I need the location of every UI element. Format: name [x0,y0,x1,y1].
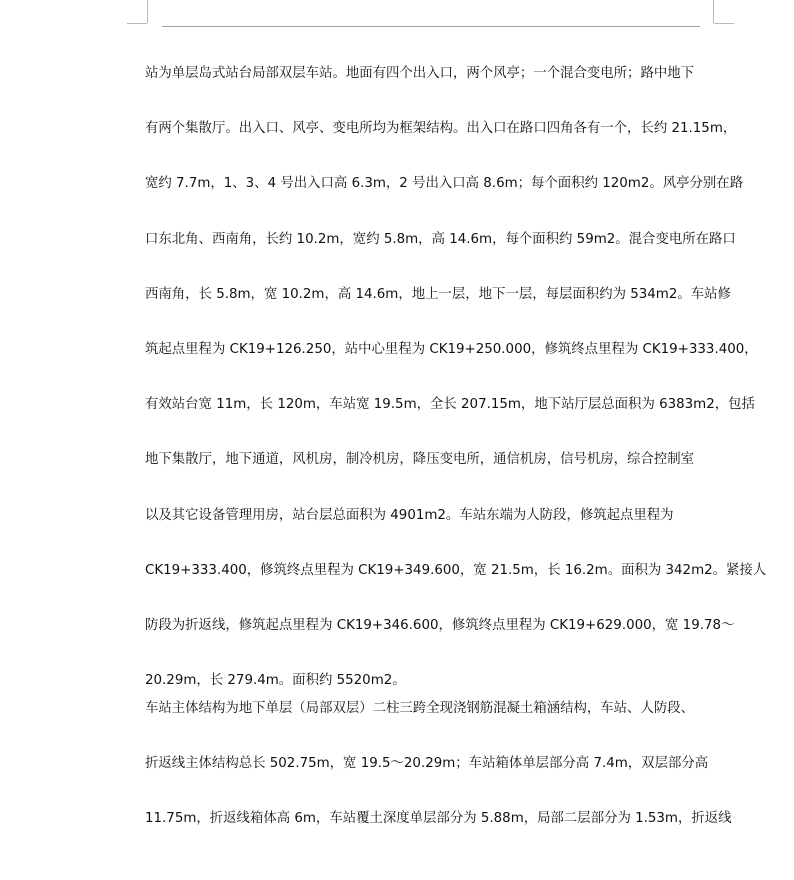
corner-mark-top-left-vertical [147,0,148,23]
header-rule [162,26,700,27]
text-line: 防段为折返线，修筑起点里程为 CK19+346.600，修筑终点里程为 CK19+629.000，宽 19.78～ [145,617,735,633]
text-line: 以及其它设备管理用房，站台层总面积为 4901m2。车站东端为人防段，修筑起点里程为 [145,507,674,523]
text-line: 宽约 7.7m，1、3、4 号出入口高 6.3m，2 号出入口高 8.6m；每个面积约 120m2。风亭分别在路 [145,176,744,192]
document-body [145,60,767,861]
text-line: 西南角，长 5.8m，宽 10.2m，高 14.6m，地上一层，地下一层，每层面积约为 534m2。车站修 [145,286,731,302]
text-line: 筑起点里程为 CK19+126.250，站中心里程为 CK19+250.000，修筑终点里程为 CK19+333.400， [145,341,758,357]
text-line: 20.29m，长 279.4m。面积约 5520m2。 [145,673,406,689]
corner-mark-top-right-vertical [713,0,714,23]
text-line: 有效站台宽 11m，长 120m，车站宽 19.5m，全长 207.15m，地下站厅层总面积为 6383m2，包括 [145,397,755,413]
text-line: 站为单层岛式站台局部双层车站。地面有四个出入口，两个风亭；一个混合变电所；路中地下 [145,66,695,81]
text-line: 折返线主体结构总长 502.75m，宽 19.5～20.29m；车站箱体单层部分高 7.4m，双层部分高 [145,756,709,772]
text-line: 地下集散厅，地下通道，风机房，制冷机房，降压变电所，通信机房，信号机房，综合控制室 [145,452,695,468]
text-line: CK19+333.400，修筑终点里程为 CK19+349.600，宽 21.5m，长 16.2m。面积为 342m2。紧接人 [145,562,767,578]
corner-mark-top-left-horizontal [127,23,147,24]
text-line: 口东北角、西南角，长约 10.2m，宽约 5.8m，高 14.6m，每个面积约 59m2。混合变电所在路口 [145,231,736,247]
text-line: 11.75m，折返线箱体高 6m，车站覆土深度单层部分为 5.88m，局部二层部分为 1.53m，折返线 [145,811,732,827]
text-line: 有两个集散厅。出入口、风亭、变电所均为框架结构。出入口在路口四角各有一个，长约 21.15m， [145,121,737,137]
text-line: 车站主体结构为地下单层（局部双层）二柱三跨全现浇钢筋混凝土箱涵结构，车站、人防段、 [145,701,695,717]
corner-mark-top-right-horizontal [714,23,734,24]
